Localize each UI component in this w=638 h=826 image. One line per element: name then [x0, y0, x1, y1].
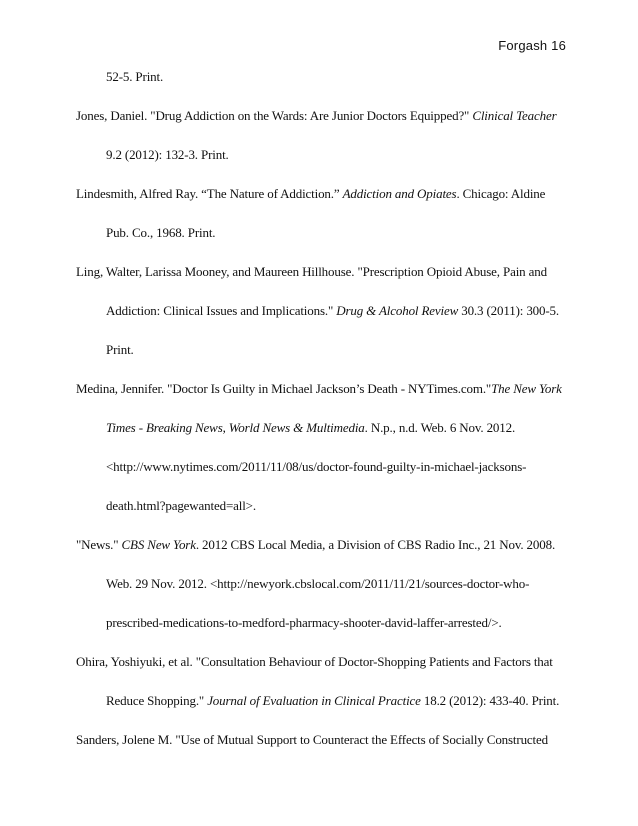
citation-line: Lindesmith, Alfred Ray. “The Nature of Addiction.” Addiction and Opiates. Chicago: Aldine — [76, 186, 546, 201]
citation-line: prescribed-medications-to-medford-pharmacy-shooter-david-laffer-arrested/>. — [106, 615, 502, 630]
citation-line: Ling, Walter, Larissa Mooney, and Maureen Hillhouse. "Prescription Opioid Abuse, Pain and — [76, 264, 547, 279]
citation-line: Reduce Shopping." Journal of Evaluation in Clinical Practice 18.2 (2012): 433-40. Print. — [106, 693, 560, 708]
citation-line: Sanders, Jolene M. "Use of Mutual Support to Counteract the Effects of Socially Constructed — [76, 732, 548, 747]
citation-line: Ohira, Yoshiyuki, et al. "Consultation Behaviour of Doctor-Shopping Patients and Factors that — [76, 654, 553, 669]
running-head: Forgash 16 — [498, 38, 566, 53]
citation-line: Times - Breaking News, World News & Multimedia. N.p., n.d. Web. 6 Nov. 2012. — [106, 420, 516, 435]
citation-line: "News." CBS New York. 2012 CBS Local Media, a Division of CBS Radio Inc., 21 Nov. 2008. — [76, 537, 556, 552]
citation-line: 9.2 (2012): 132-3. Print. — [106, 147, 229, 162]
citation-line: death.html?pagewanted=all>. — [106, 498, 256, 513]
citation-line: Addiction: Clinical Issues and Implications." Drug & Alcohol Review 30.3 (2011): 300-5. — [106, 303, 559, 318]
citation-line: <http://www.nytimes.com/2011/11/08/us/doctor-found-guilty-in-michael-jacksons- — [106, 459, 527, 474]
citation-line: Medina, Jennifer. "Doctor Is Guilty in Michael Jackson’s Death - NYTimes.com."The New York — [76, 381, 562, 396]
citation-line: Print. — [106, 342, 134, 357]
citation-line: Web. 29 Nov. 2012. <http://newyork.cbslocal.com/2011/11/21/sources-doctor-who- — [106, 576, 530, 591]
citation-line: Jones, Daniel. "Drug Addiction on the Wards: Are Junior Doctors Equipped?" Clinical Teacher — [76, 108, 557, 123]
citation-line: 52-5. Print. — [106, 69, 164, 84]
citation-line: Pub. Co., 1968. Print. — [106, 225, 216, 240]
